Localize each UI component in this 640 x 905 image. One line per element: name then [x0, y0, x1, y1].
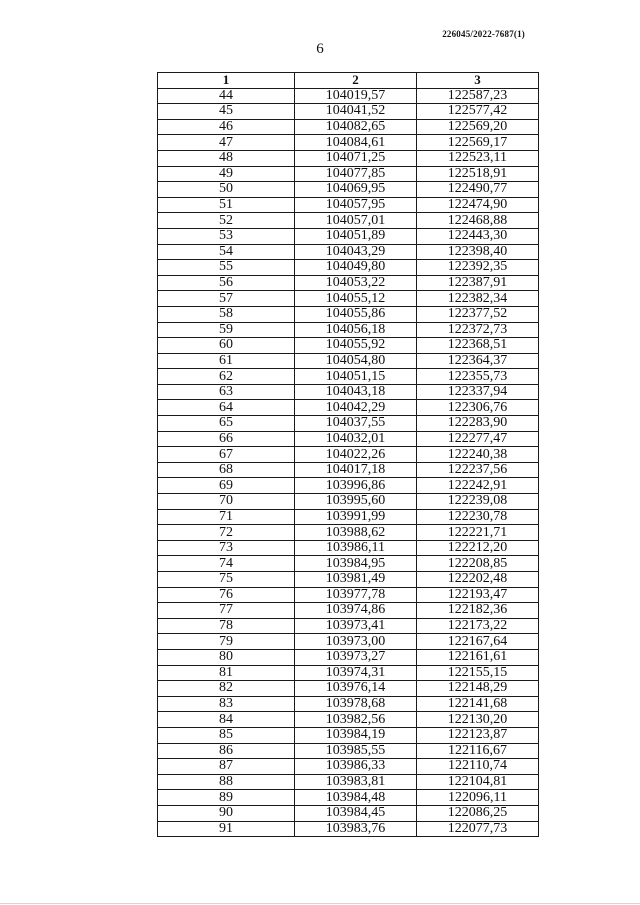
page-number: 6: [316, 41, 324, 57]
column-header-point-number: 1: [158, 73, 295, 89]
point-number-cell: 83: [158, 696, 295, 712]
point-number-cell: 91: [158, 821, 295, 837]
table-row: [158, 213, 539, 229]
point-number-cell: 46: [158, 119, 295, 135]
coordinates-table: [157, 72, 539, 837]
y-coordinate-cell: 122130,20: [417, 712, 539, 728]
table-row: [158, 665, 539, 681]
x-coordinate-cell: 103996,86: [295, 478, 417, 494]
table-row: [158, 462, 539, 478]
y-coordinate-cell: 122372,73: [417, 322, 539, 338]
table-row: [158, 322, 539, 338]
point-number-cell: 86: [158, 743, 295, 759]
table-row: [158, 135, 539, 151]
table-row: [158, 790, 539, 806]
x-coordinate-cell: 103991,99: [295, 509, 417, 525]
x-coordinate-cell: 103981,49: [295, 572, 417, 588]
x-coordinate-cell: 103973,00: [295, 634, 417, 650]
y-coordinate-cell: 122387,91: [417, 275, 539, 291]
table-row: [158, 182, 539, 198]
y-coordinate-cell: 122182,36: [417, 603, 539, 619]
point-number-cell: 74: [158, 556, 295, 572]
x-coordinate-cell: 104071,25: [295, 150, 417, 166]
point-number-cell: 66: [158, 431, 295, 447]
x-coordinate-cell: 103973,41: [295, 618, 417, 634]
y-coordinate-cell: 122212,20: [417, 540, 539, 556]
y-coordinate-cell: 122443,30: [417, 228, 539, 244]
x-coordinate-cell: 104055,86: [295, 306, 417, 322]
table-row: [158, 338, 539, 354]
table-row: [158, 275, 539, 291]
point-number-cell: 57: [158, 291, 295, 307]
point-number-cell: 58: [158, 306, 295, 322]
y-coordinate-cell: 122337,94: [417, 384, 539, 400]
point-number-cell: 87: [158, 759, 295, 775]
point-number-cell: 76: [158, 587, 295, 603]
x-coordinate-cell: 104053,22: [295, 275, 417, 291]
x-coordinate-cell: 104049,80: [295, 260, 417, 276]
point-number-cell: 54: [158, 244, 295, 260]
y-coordinate-cell: 122161,61: [417, 649, 539, 665]
table-row: [158, 587, 539, 603]
table-body: [158, 88, 539, 837]
y-coordinate-cell: 122173,22: [417, 618, 539, 634]
table-row: [158, 244, 539, 260]
point-number-cell: 85: [158, 727, 295, 743]
page-bottom-edge: [0, 903, 640, 904]
point-number-cell: 82: [158, 681, 295, 697]
point-number-cell: 59: [158, 322, 295, 338]
point-number-cell: 70: [158, 494, 295, 510]
x-coordinate-cell: 103986,11: [295, 540, 417, 556]
point-number-cell: 56: [158, 275, 295, 291]
y-coordinate-cell: 122490,77: [417, 182, 539, 198]
table-row: [158, 306, 539, 322]
point-number-cell: 51: [158, 197, 295, 213]
point-number-cell: 65: [158, 416, 295, 432]
table-row: [158, 603, 539, 619]
y-coordinate-cell: 122377,52: [417, 306, 539, 322]
y-coordinate-cell: 122077,73: [417, 821, 539, 837]
table-row: [158, 260, 539, 276]
table-row: [158, 509, 539, 525]
y-coordinate-cell: 122468,88: [417, 213, 539, 229]
y-coordinate-cell: 122569,17: [417, 135, 539, 151]
y-coordinate-cell: 122355,73: [417, 369, 539, 385]
point-number-cell: 53: [158, 228, 295, 244]
x-coordinate-cell: 104082,65: [295, 119, 417, 135]
y-coordinate-cell: 122368,51: [417, 338, 539, 354]
y-coordinate-cell: 122096,11: [417, 790, 539, 806]
point-number-cell: 67: [158, 447, 295, 463]
x-coordinate-cell: 104054,80: [295, 353, 417, 369]
x-coordinate-cell: 104019,57: [295, 88, 417, 104]
y-coordinate-cell: 122086,25: [417, 805, 539, 821]
x-coordinate-cell: 104057,95: [295, 197, 417, 213]
table-row: [158, 119, 539, 135]
x-coordinate-cell: 103978,68: [295, 696, 417, 712]
x-coordinate-cell: 104041,52: [295, 104, 417, 120]
point-number-cell: 78: [158, 618, 295, 634]
x-coordinate-cell: 103982,56: [295, 712, 417, 728]
x-coordinate-cell: 103983,76: [295, 821, 417, 837]
table-row: [158, 228, 539, 244]
table-row: [158, 774, 539, 790]
y-coordinate-cell: 122202,48: [417, 572, 539, 588]
table-row: [158, 104, 539, 120]
table-row: [158, 88, 539, 104]
point-number-cell: 79: [158, 634, 295, 650]
y-coordinate-cell: 122237,56: [417, 462, 539, 478]
table-row: [158, 384, 539, 400]
table-row: [158, 681, 539, 697]
y-coordinate-cell: 122242,91: [417, 478, 539, 494]
y-coordinate-cell: 122577,42: [417, 104, 539, 120]
y-coordinate-cell: 122193,47: [417, 587, 539, 603]
point-number-cell: 72: [158, 525, 295, 541]
y-coordinate-cell: 122283,90: [417, 416, 539, 432]
x-coordinate-cell: 103976,14: [295, 681, 417, 697]
x-coordinate-cell: 104056,18: [295, 322, 417, 338]
x-coordinate-cell: 104043,29: [295, 244, 417, 260]
table-row: [158, 369, 539, 385]
table-row: [158, 727, 539, 743]
column-header-y-coordinate: 3: [417, 73, 539, 89]
y-coordinate-cell: 122523,11: [417, 150, 539, 166]
table-row: [158, 618, 539, 634]
table-row: [158, 572, 539, 588]
x-coordinate-cell: 104022,26: [295, 447, 417, 463]
x-coordinate-cell: 104069,95: [295, 182, 417, 198]
y-coordinate-cell: 122587,23: [417, 88, 539, 104]
x-coordinate-cell: 103984,95: [295, 556, 417, 572]
y-coordinate-cell: 122167,64: [417, 634, 539, 650]
table-row: [158, 649, 539, 665]
y-coordinate-cell: 122110,74: [417, 759, 539, 775]
point-number-cell: 71: [158, 509, 295, 525]
x-coordinate-cell: 103974,86: [295, 603, 417, 619]
x-coordinate-cell: 104017,18: [295, 462, 417, 478]
x-coordinate-cell: 103973,27: [295, 649, 417, 665]
x-coordinate-cell: 104055,92: [295, 338, 417, 354]
y-coordinate-cell: 122392,35: [417, 260, 539, 276]
point-number-cell: 64: [158, 400, 295, 416]
x-coordinate-cell: 104032,01: [295, 431, 417, 447]
table-row: [158, 556, 539, 572]
document-id: 226045/2022-7687(1): [442, 29, 525, 39]
table-row: [158, 494, 539, 510]
point-number-cell: 60: [158, 338, 295, 354]
x-coordinate-cell: 103984,48: [295, 790, 417, 806]
table-row: [158, 291, 539, 307]
table-row: [158, 696, 539, 712]
table-row: [158, 197, 539, 213]
point-number-cell: 61: [158, 353, 295, 369]
x-coordinate-cell: 103983,81: [295, 774, 417, 790]
point-number-cell: 68: [158, 462, 295, 478]
table-row: [158, 150, 539, 166]
x-coordinate-cell: 103985,55: [295, 743, 417, 759]
x-coordinate-cell: 103984,45: [295, 805, 417, 821]
point-number-cell: 48: [158, 150, 295, 166]
x-coordinate-cell: 104084,61: [295, 135, 417, 151]
point-number-cell: 81: [158, 665, 295, 681]
table-row: [158, 759, 539, 775]
point-number-cell: 52: [158, 213, 295, 229]
point-number-cell: 73: [158, 540, 295, 556]
y-coordinate-cell: 122306,76: [417, 400, 539, 416]
x-coordinate-cell: 104037,55: [295, 416, 417, 432]
table-row: [158, 431, 539, 447]
point-number-cell: 77: [158, 603, 295, 619]
y-coordinate-cell: 122474,90: [417, 197, 539, 213]
column-header-x-coordinate: 2: [295, 73, 417, 89]
table-row: [158, 400, 539, 416]
point-number-cell: 62: [158, 369, 295, 385]
y-coordinate-cell: 122148,29: [417, 681, 539, 697]
x-coordinate-cell: 104051,89: [295, 228, 417, 244]
y-coordinate-cell: 122364,37: [417, 353, 539, 369]
x-coordinate-cell: 104057,01: [295, 213, 417, 229]
table-row: [158, 447, 539, 463]
table-row: [158, 743, 539, 759]
table-row: [158, 478, 539, 494]
y-coordinate-cell: 122208,85: [417, 556, 539, 572]
y-coordinate-cell: 122239,08: [417, 494, 539, 510]
y-coordinate-cell: 122398,40: [417, 244, 539, 260]
header-row: [158, 73, 539, 89]
y-coordinate-cell: 122240,38: [417, 447, 539, 463]
x-coordinate-cell: 103986,33: [295, 759, 417, 775]
table-row: [158, 634, 539, 650]
table-row: [158, 416, 539, 432]
y-coordinate-cell: 122155,15: [417, 665, 539, 681]
x-coordinate-cell: 103974,31: [295, 665, 417, 681]
y-coordinate-cell: 122230,78: [417, 509, 539, 525]
point-number-cell: 89: [158, 790, 295, 806]
y-coordinate-cell: 122221,71: [417, 525, 539, 541]
point-number-cell: 47: [158, 135, 295, 151]
x-coordinate-cell: 104043,18: [295, 384, 417, 400]
table-row: [158, 821, 539, 837]
point-number-cell: 75: [158, 572, 295, 588]
y-coordinate-cell: 122518,91: [417, 166, 539, 182]
y-coordinate-cell: 122104,81: [417, 774, 539, 790]
table-header: [158, 73, 539, 89]
x-coordinate-cell: 104051,15: [295, 369, 417, 385]
x-coordinate-cell: 103977,78: [295, 587, 417, 603]
y-coordinate-cell: 122123,87: [417, 727, 539, 743]
point-number-cell: 84: [158, 712, 295, 728]
table-row: [158, 353, 539, 369]
x-coordinate-cell: 103988,62: [295, 525, 417, 541]
y-coordinate-cell: 122382,34: [417, 291, 539, 307]
table-row: [158, 166, 539, 182]
x-coordinate-cell: 103995,60: [295, 494, 417, 510]
x-coordinate-cell: 104077,85: [295, 166, 417, 182]
point-number-cell: 50: [158, 182, 295, 198]
table-row: [158, 540, 539, 556]
y-coordinate-cell: 122141,68: [417, 696, 539, 712]
point-number-cell: 49: [158, 166, 295, 182]
point-number-cell: 90: [158, 805, 295, 821]
point-number-cell: 80: [158, 649, 295, 665]
point-number-cell: 69: [158, 478, 295, 494]
table-row: [158, 712, 539, 728]
x-coordinate-cell: 104042,29: [295, 400, 417, 416]
point-number-cell: 44: [158, 88, 295, 104]
point-number-cell: 55: [158, 260, 295, 276]
x-coordinate-cell: 103984,19: [295, 727, 417, 743]
point-number-cell: 63: [158, 384, 295, 400]
table-row: [158, 805, 539, 821]
y-coordinate-cell: 122277,47: [417, 431, 539, 447]
point-number-cell: 88: [158, 774, 295, 790]
point-number-cell: 45: [158, 104, 295, 120]
y-coordinate-cell: 122569,20: [417, 119, 539, 135]
table-row: [158, 525, 539, 541]
y-coordinate-cell: 122116,67: [417, 743, 539, 759]
x-coordinate-cell: 104055,12: [295, 291, 417, 307]
